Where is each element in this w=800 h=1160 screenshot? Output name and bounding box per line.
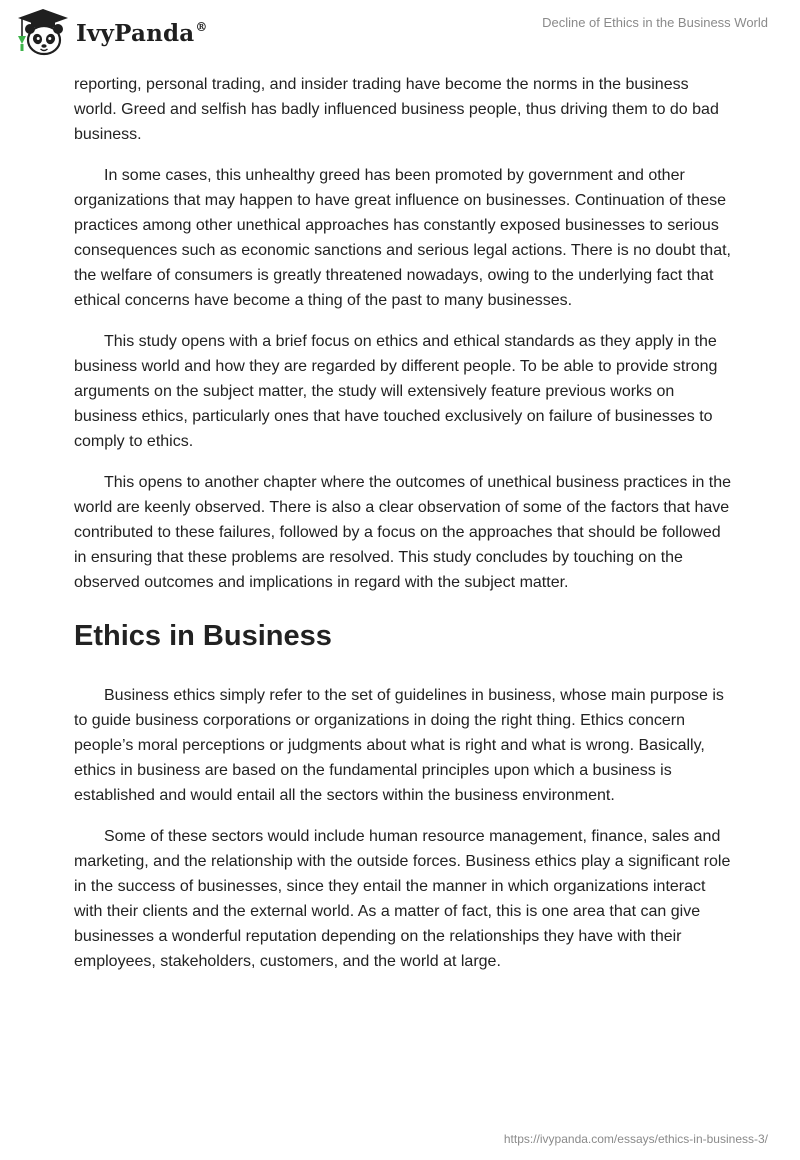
brand-logo[interactable] <box>14 6 208 58</box>
paragraph: Business ethics simply refer to the set of guidelines in business, whose main purpose is to guide business corporations or organizations in doing the right thing. Ethics concern people’s moral perceptions or judgments about what is right and what is wrong. Basically, ethics in business are based on the fundamental principles upon which a business is established and would entail all the sectors within the business environment. <box>74 687 724 804</box>
page-header <box>0 0 800 70</box>
paragraph: reporting, personal trading, and insider trading have become the norms in the business world. Greed and selfish has badly influenced business people, thus driving them to do bad business. <box>74 76 719 143</box>
source-url[interactable]: https://ivypanda.com/essays/ethics-in-business-3/ <box>503 1132 768 1146</box>
paragraph: This study opens with a brief focus on ethics and ethical standards as they apply in the business world and how they are regarded by different people. To be able to provide strong arguments on the subject matter, the study will extensively feature previous works on business ethics, particularly ones that have touched exclusively on failure of businesses to comply to ethics. <box>74 333 718 450</box>
registered-mark: ® <box>195 19 208 34</box>
paragraph: This opens to another chapter where the outcomes of unethical business practices in the world are keenly observed. There is also a clear observation of some of the factors that have contributed to these failures, followed by a focus on the approaches that should be followed in ensuring that these problems are resolved. This study concludes by touching on the observed outcomes and implications in regard with the subject matter. <box>74 474 732 591</box>
section-heading: Ethics in Business <box>74 620 332 652</box>
paragraph: Some of these sectors would include human resource management, finance, sales and marketing, and the relationship with the outside forces. Business ethics play a significant role in the success of businesses, since they entail the manner in which organizations interact with their clients and the external world. As a matter of fact, this is one area that can give businesses a wonderful reputation depending on the relationships they have with their employees, stakeholders, customers, and the world at large. <box>74 828 731 970</box>
panda-graduation-cap-icon <box>14 6 72 58</box>
essay-body <box>74 72 734 990</box>
document-title: Decline of Ethics in the Business World <box>542 15 768 30</box>
paragraph: In some cases, this unhealthy greed has been promoted by government and other organizations that may happen to have great influence on businesses. Continuation of these practices among other unethical approaches has constantly exposed businesses to serious consequences such as economic sanctions and serious legal actions. There is no doubt that, the welfare of consumers is greatly threatened nowadays, owing to the underlying fact that ethical concerns have become a thing of the past to many businesses. <box>74 167 731 309</box>
brand-name: IvyPanda® <box>76 19 208 47</box>
